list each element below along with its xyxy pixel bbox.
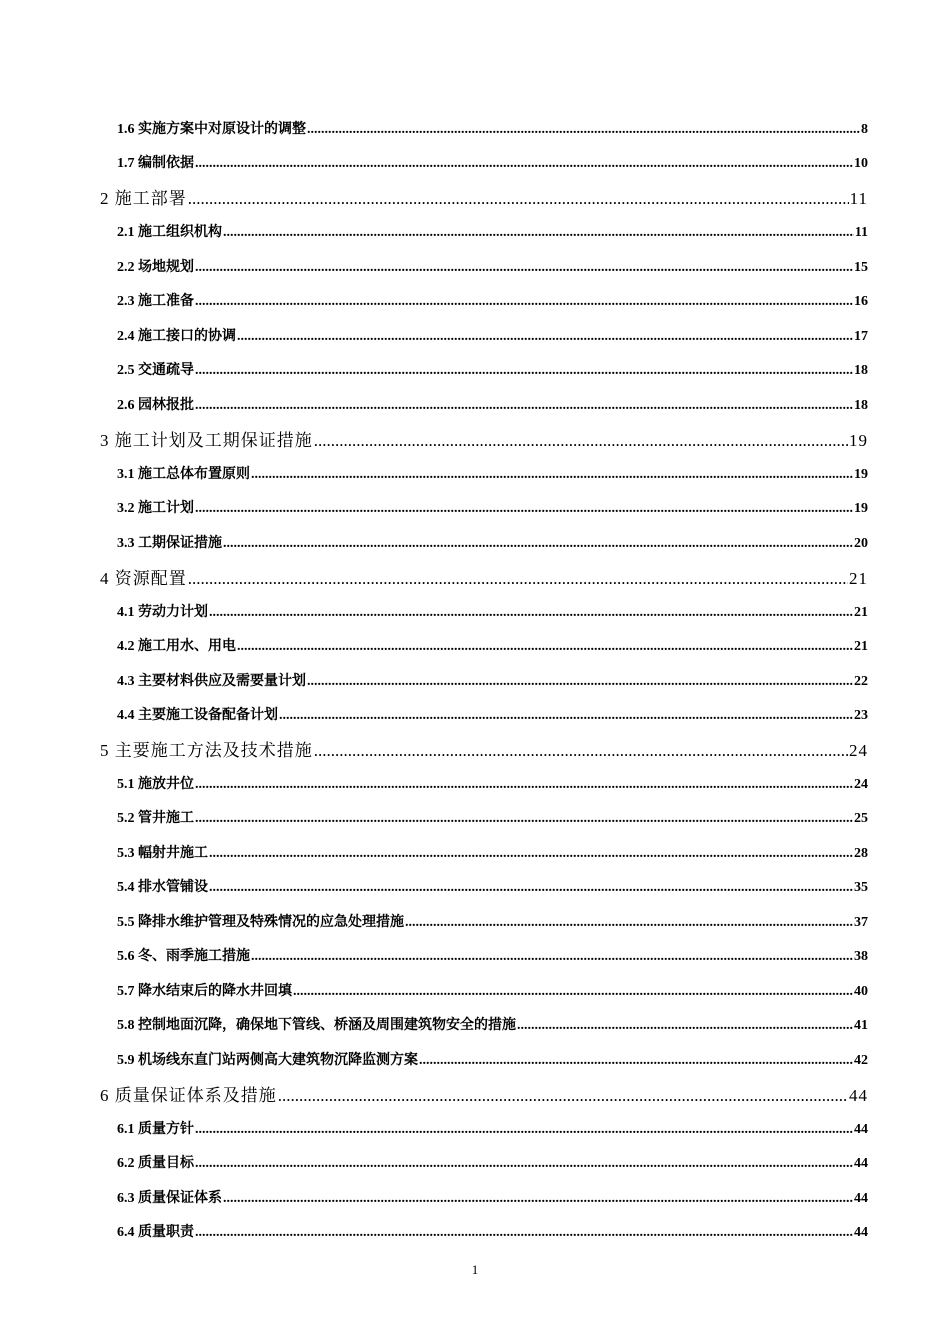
dot-leader: [307, 122, 860, 138]
toc-entry-title: 5.9 机场线东直门站两侧高大建筑物沉降监测方案: [117, 1053, 418, 1068]
dot-leader: [195, 1225, 853, 1241]
dot-leader: [195, 777, 853, 793]
toc-entry-page: 35: [854, 880, 868, 895]
dot-leader: [251, 949, 853, 965]
toc-entry-title: 5.2 管井施工: [117, 811, 194, 826]
toc-entry[interactable]: [117, 497, 868, 517]
dot-leader: [223, 225, 854, 241]
toc-entry-page: 16: [854, 294, 868, 309]
toc-entry-title: 5.8 控制地面沉降，确保地下管线、桥涵及周围建筑物安全的措施: [117, 1018, 516, 1033]
toc-entry-title: 5.1 施放井位: [117, 777, 194, 792]
toc-entry-title: 6 质量保证体系及措施: [100, 1086, 277, 1105]
toc-entry[interactable]: [117, 1118, 868, 1138]
toc-entry[interactable]: [117, 359, 868, 379]
dot-leader: [209, 880, 853, 896]
dot-leader: [209, 846, 853, 862]
toc-entry-page: 41: [854, 1018, 868, 1033]
toc-entry[interactable]: [117, 1152, 868, 1172]
toc-entry[interactable]: [117, 1014, 868, 1034]
dot-leader: [237, 329, 853, 345]
toc-entry-title: 1.6 实施方案中对原设计的调整: [117, 122, 306, 137]
toc-entry-title: 5.5 降排水维护管理及特殊情况的应急处理措施: [117, 915, 404, 930]
toc-entry[interactable]: [117, 290, 868, 310]
toc-entry-title: 2.4 施工接口的协调: [117, 329, 236, 344]
toc-entry-title: 5.3 幅射井施工: [117, 846, 208, 861]
toc-entry-page: 24: [849, 741, 868, 760]
toc-entry[interactable]: [117, 635, 868, 655]
toc-entry-title: 3.1 施工总体布置原则: [117, 467, 250, 482]
dot-leader: [188, 189, 849, 209]
toc-entry-title: 2.5 交通疏导: [117, 363, 194, 378]
toc-entry[interactable]: [117, 670, 868, 690]
dot-leader: [314, 741, 848, 761]
toc-entry-page: 18: [854, 398, 868, 413]
dot-leader: [223, 536, 853, 552]
toc-entry-title: 6.2 质量目标: [117, 1156, 194, 1171]
toc-entry-title: 4.1 劳动力计划: [117, 605, 208, 620]
dot-leader: [195, 1122, 853, 1138]
toc-entry-title: 2.2 场地规划: [117, 260, 194, 275]
dot-leader: [195, 1156, 853, 1172]
toc-entry[interactable]: [117, 911, 868, 931]
toc-entry[interactable]: [117, 221, 868, 241]
toc-entry-title: 3 施工计划及工期保证措施: [100, 431, 313, 450]
toc-entry-title: 4.2 施工用水、用电: [117, 639, 236, 654]
dot-leader: [405, 915, 853, 931]
dot-leader: [195, 260, 853, 276]
toc-entry-title: 2.1 施工组织机构: [117, 225, 222, 240]
dot-leader: [195, 398, 853, 414]
toc-entry-page: 18: [854, 363, 868, 378]
dot-leader: [195, 294, 853, 310]
toc-entry-page: 21: [854, 605, 868, 620]
dot-leader: [251, 467, 853, 483]
toc-entry-page: 19: [854, 501, 868, 516]
toc-entry-page: 44: [854, 1191, 868, 1206]
toc-entry-title: 6.4 质量职责: [117, 1225, 194, 1240]
toc-entry[interactable]: [117, 773, 868, 793]
toc-entry[interactable]: [117, 1187, 868, 1207]
toc-entry-page: 25: [854, 811, 868, 826]
dot-leader: [195, 811, 853, 827]
toc-entry[interactable]: [117, 118, 868, 138]
toc-entry-title: 2.3 施工准备: [117, 294, 194, 309]
toc-chapter-entry[interactable]: [100, 426, 868, 450]
toc-entry-page: 24: [854, 777, 868, 792]
toc-entry[interactable]: [117, 1049, 868, 1069]
toc-entry-page: 19: [849, 431, 868, 450]
toc-entry-page: 28: [854, 846, 868, 861]
toc-entry-page: 17: [854, 329, 868, 344]
toc-entry[interactable]: [117, 394, 868, 414]
dot-leader: [278, 1086, 848, 1106]
toc-entry-title: 2 施工部署: [100, 189, 187, 208]
dot-leader: [237, 639, 853, 655]
toc-entry[interactable]: [117, 807, 868, 827]
toc-chapter-entry[interactable]: [100, 736, 868, 760]
dot-leader: [195, 501, 853, 517]
toc-entry-title: 6.3 质量保证体系: [117, 1191, 222, 1206]
toc-entry-title: 4 资源配置: [100, 569, 187, 588]
toc-entry-page: 37: [854, 915, 868, 930]
toc-entry-title: 6.1 质量方针: [117, 1122, 194, 1137]
toc-entry[interactable]: [117, 945, 868, 965]
toc-entry-page: 38: [854, 949, 868, 964]
toc-entry[interactable]: [117, 876, 868, 896]
toc-entry-page: 44: [854, 1122, 868, 1137]
toc-entry-page: 23: [854, 708, 868, 723]
toc-entry-page: 15: [854, 260, 868, 275]
toc-entry[interactable]: [117, 980, 868, 1000]
toc-entry[interactable]: [117, 325, 868, 345]
dot-leader: [279, 708, 853, 724]
toc-entry-title: 5.4 排水管铺设: [117, 880, 208, 895]
toc-entry-title: 4.3 主要材料供应及需要量计划: [117, 674, 306, 689]
toc-entry[interactable]: [117, 532, 868, 552]
dot-leader: [209, 605, 853, 621]
page-number: 1: [471, 1262, 479, 1277]
toc-entry-page: 19: [854, 467, 868, 482]
dot-leader: [314, 431, 848, 451]
toc-entry-page: 40: [854, 984, 868, 999]
toc-entry-page: 21: [849, 569, 868, 588]
toc-chapter-entry[interactable]: [100, 1081, 868, 1105]
toc-chapter-entry[interactable]: [100, 564, 868, 588]
dot-leader: [517, 1018, 853, 1034]
toc-entry-page: 22: [854, 674, 868, 689]
toc-entry-title: 5.6 冬、雨季施工措施: [117, 949, 250, 964]
toc-entry[interactable]: [117, 704, 868, 724]
toc-entry-page: 10: [854, 156, 868, 171]
toc-entry-page: 42: [854, 1053, 868, 1068]
toc-entry-page: 21: [854, 639, 868, 654]
toc-entry-title: 1.7 编制依据: [117, 156, 194, 171]
toc-entry-page: 20: [854, 536, 868, 551]
toc-entry[interactable]: [117, 256, 868, 276]
toc-entry-page: 44: [849, 1086, 868, 1105]
toc-entry[interactable]: [117, 1221, 868, 1241]
toc-entry-page: 8: [861, 122, 868, 137]
toc-entry-page: 11: [854, 225, 868, 240]
toc-entry-title: 4.4 主要施工设备配备计划: [117, 708, 278, 723]
dot-leader: [293, 984, 853, 1000]
toc-entry[interactable]: [117, 842, 868, 862]
dot-leader: [195, 363, 853, 379]
dot-leader: [307, 674, 853, 690]
dot-leader: [419, 1053, 853, 1069]
toc-entry-page: 11: [849, 189, 868, 208]
toc-entry-title: 3.3 工期保证措施: [117, 536, 222, 551]
toc-entry[interactable]: [117, 152, 868, 172]
toc-entry-title: 3.2 施工计划: [117, 501, 194, 516]
dot-leader: [223, 1191, 853, 1207]
toc-entry-page: 44: [854, 1225, 868, 1240]
toc-entry-title: 5 主要施工方法及技术措施: [100, 741, 313, 760]
toc-entry-title: 5.7 降水结束后的降水井回填: [117, 984, 292, 999]
dot-leader: [195, 156, 853, 172]
toc-entry[interactable]: [117, 601, 868, 621]
toc-entry-title: 2.6 园林报批: [117, 398, 194, 413]
toc-chapter-entry[interactable]: [100, 184, 868, 208]
toc-entry[interactable]: [117, 463, 868, 483]
dot-leader: [188, 569, 848, 589]
toc-entry-page: 44: [854, 1156, 868, 1171]
